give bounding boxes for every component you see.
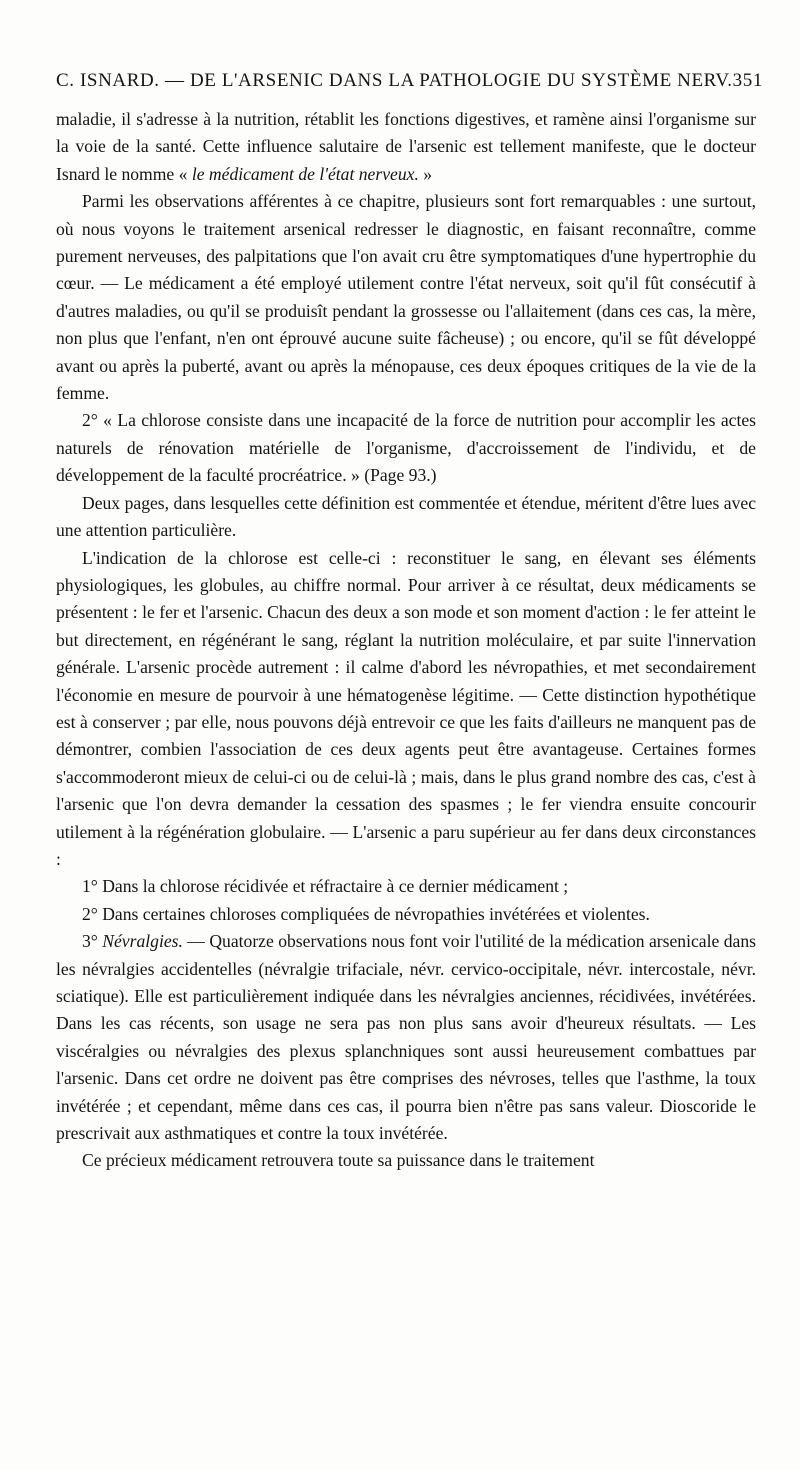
body-text bbox=[56, 106, 756, 1175]
paragraph-9: Ce précieux médicament retrouvera toute sa puissance dans le traitement bbox=[82, 1150, 595, 1171]
paragraph-5: L'indication de la chlorose est celle-ci : reconstituer le sang, en élevant ses éléments physiologiques, les globules, au chiffre normal. Pour arriver à ce résultat, deux médicaments se présentent : le fer et l'arsenic. Chacun des deux a son mode et son moment d'action : le fer atteint le but directement, en régénérant le sang, réglant la nutrition moléculaire, et par suite l'innervation générale. L'arsenic procède autrement : il calme d'abord les névropathies, et met secondairement l'économie en mesure de pourvoir à une hématogenèse légitime. — Cette distinction hypothétique est à conserver ; par elle, nous pouvons déjà entrevoir ce que les faits d'ailleurs ne manquent pas de démontrer, combien l'association de ces deux agents peut être avantageuse. Certaines formes s'accommoderont mieux de celui-ci ou de celui-là ; mais, dans le plus grand nombre des cas, c'est à l'arsenic que l'on devra demander la cessation des spasmes ; le fer viendra ensuite concourir utilement à la régénération globulaire. — L'arsenic a paru supérieur au fer dans deux circonstances : bbox=[56, 547, 756, 869]
running-title: C. ISNARD. — DE L'ARSENIC DANS LA PATHOLOGIE DU SYSTÈME NERV. bbox=[56, 70, 733, 91]
paragraph-3: 2° « La chlorose consiste dans une incapacité de la force de nutrition pour accomplir les actes naturels de rénovation matérielle de l'organisme, d'accroissement de l'individu, et de développement de la faculté procréatrice. » (Page 93.) bbox=[56, 410, 756, 486]
paragraph-1-text: maladie, il s'adresse à la nutrition, rétablit les fonctions digestives, et ramène ainsi l'organisme sur la voie de la santé. Cette influence salutaire de l'arsenic est tellement manifeste, que le docteur Isnard le nomme « bbox=[56, 109, 756, 184]
paragraph-6: 1° Dans la chlorose récidivée et réfractaire à ce dernier médicament ; bbox=[82, 876, 569, 897]
paragraph-1 bbox=[56, 106, 756, 188]
paragraph-8 bbox=[56, 928, 756, 1147]
section-title-neuralgias: Névralgies. bbox=[102, 931, 183, 952]
paragraph-8-body: — Quatorze observations nous font voir l'utilité de la médication arsenicale dans les névralgies accidentelles (névralgie trifaciale, névr. cervico-occipitale, névr. intercostale, névr. sciatique). Elle est particulièrement indiquée dans les névralgies anciennes, récidivées, invétérées. Dans les cas récents, son usage ne sera pas non plus sans avoir d'heureux résultats. — Les viscéralgies ou névralgies des plexus splanchniques sont aussi heureusement combattues par l'arsenic. Dans cet ordre ne doivent pas être comprises des névroses, telles que l'asthme, la toux invétérée ; et cependant, même dans ces cas, il pourra bien n'être pas sans valeur. Dioscoride le prescrivait aux asthmatiques et contre la toux invétérée. bbox=[56, 931, 756, 1144]
running-header bbox=[56, 70, 763, 92]
page-number: 351 bbox=[732, 70, 763, 91]
paragraph-1-end: » bbox=[418, 163, 433, 184]
paragraph-7: 2° Dans certaines chloroses compliquées de névropathies invétérées et violentes. bbox=[82, 903, 650, 924]
quoted-phrase: le médicament de l'état nerveux. bbox=[191, 163, 419, 184]
paragraph-4: Deux pages, dans lesquelles cette définition est commentée et étendue, méritent d'être lues avec une attention particulière. bbox=[56, 492, 756, 541]
section-number: 3° bbox=[82, 931, 98, 952]
paragraph-2: Parmi les observations afférentes à ce chapitre, plusieurs sont fort remarquables : une surtout, où nous voyons le traitement arsenical redresser le diagnostic, en faisant reconnaître, comme purement nerveuses, des palpitations que l'on avait cru être symptomatiques d'une hypertrophie du cœur. — Le médicament a été employé utilement contre l'état nerveux, soit qu'il fût consécutif à d'autres maladies, ou qu'il se produisît pendant la grossesse ou l'allaitement (dans ces cas, la mère, non plus que l'enfant, n'en ont éprouvé aucune suite fâcheuse) ; ou encore, qu'il se fût développé avant ou après la puberté, avant ou après la ménopause, ces deux époques critiques de la vie de la femme. bbox=[56, 191, 756, 404]
